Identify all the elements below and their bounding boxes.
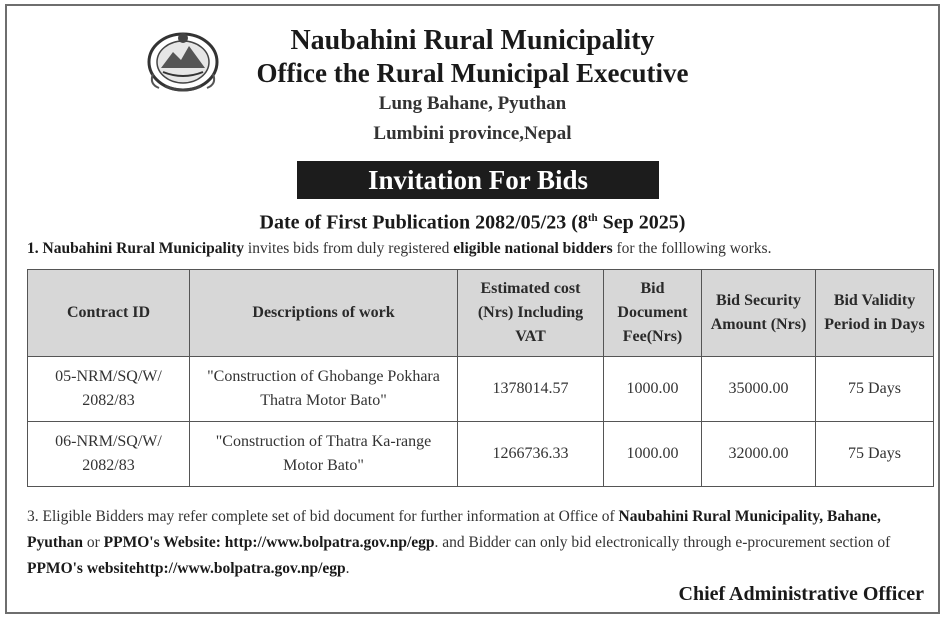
para1-number: 1. xyxy=(27,240,39,257)
estimated-cost-cell: 1266736.33 xyxy=(458,422,604,487)
column-header: Bid Validity Period in Days xyxy=(816,270,934,357)
para1-bidders: eligible national bidders xyxy=(453,240,613,257)
column-header: Estimated cost (Nrs) Including VAT xyxy=(458,270,604,357)
column-header: Bid Security Amount (Nrs) xyxy=(702,270,816,357)
publication-date xyxy=(7,205,938,236)
para3-number: 3. xyxy=(27,508,39,525)
address-line-2: Lumbini province,Nepal xyxy=(373,123,572,144)
para1-municipality: Naubahini Rural Municipality xyxy=(42,240,245,257)
office-name: Office the Rural Municipal Executive xyxy=(256,58,689,88)
bid-security-cell: 32000.00 xyxy=(702,422,816,487)
bids-table xyxy=(27,269,934,487)
para3-text-4: . xyxy=(345,560,350,577)
bid-document-paragraph xyxy=(27,504,924,582)
column-header: Bid Document Fee(Nrs) xyxy=(604,270,702,357)
municipality-name: Naubahini Rural Municipality xyxy=(290,25,655,56)
para3-municipality: Naubahini Rural Municipality, Bahane, Pyuthan xyxy=(27,508,881,551)
description-cell: "Construction of Ghobange Pokhara Thatra Motor Bato" xyxy=(190,357,458,422)
para3-text-3: . and Bidder can only bid electronically through e-procurement section of xyxy=(434,534,891,551)
column-header: Contract ID xyxy=(28,270,190,357)
address-line-1: Lung Bahane, Pyuthan xyxy=(378,93,567,114)
publication-date-prefix: Date of First Publication 2082/05/23 (8 xyxy=(259,211,588,234)
table-row xyxy=(28,422,934,487)
bid-security-cell: 35000.00 xyxy=(702,357,816,422)
contract-id-cell: 06-NRM/SQ/W/ 2082/83 xyxy=(28,422,190,487)
table-header-row xyxy=(28,270,934,357)
para1-text-1: invites bids from duly registered xyxy=(244,240,454,257)
para1-text-2: for the folllowing works. xyxy=(612,240,772,257)
bid-validity-cell: 75 Days xyxy=(816,357,934,422)
document-fee-cell: 1000.00 xyxy=(604,422,702,487)
para3-text-1: Eligible Bidders may refer complete set of bid document for further information at Office of xyxy=(42,508,619,525)
invitation-paragraph xyxy=(27,238,924,260)
estimated-cost-cell: 1378014.57 xyxy=(458,357,604,422)
ppmo-website-link[interactable]: PPMO's Website: http://www.bolpatra.gov.np/egp xyxy=(103,534,435,551)
document-fee-cell: 1000.00 xyxy=(604,357,702,422)
table-row xyxy=(28,357,934,422)
contract-id-cell: 05-NRM/SQ/W/ 2082/83 xyxy=(28,357,190,422)
description-cell: "Construction of Thatra Ka-range Motor Bato" xyxy=(190,422,458,487)
signature: Chief Administrative Officer xyxy=(678,583,924,605)
para3-text-2: or xyxy=(83,534,104,551)
notice-page xyxy=(5,4,940,614)
column-header: Descriptions of work xyxy=(190,270,458,357)
invitation-banner: Invitation For Bids xyxy=(297,161,659,199)
letterhead xyxy=(7,24,938,149)
ppmo-website-link-2[interactable]: PPMO's websitehttp://www.bolpatra.gov.np/egp xyxy=(27,560,346,577)
bid-validity-cell: 75 Days xyxy=(816,422,934,487)
publication-date-suffix: Sep 2025) xyxy=(597,211,686,234)
publication-date-sup: th xyxy=(587,212,598,224)
